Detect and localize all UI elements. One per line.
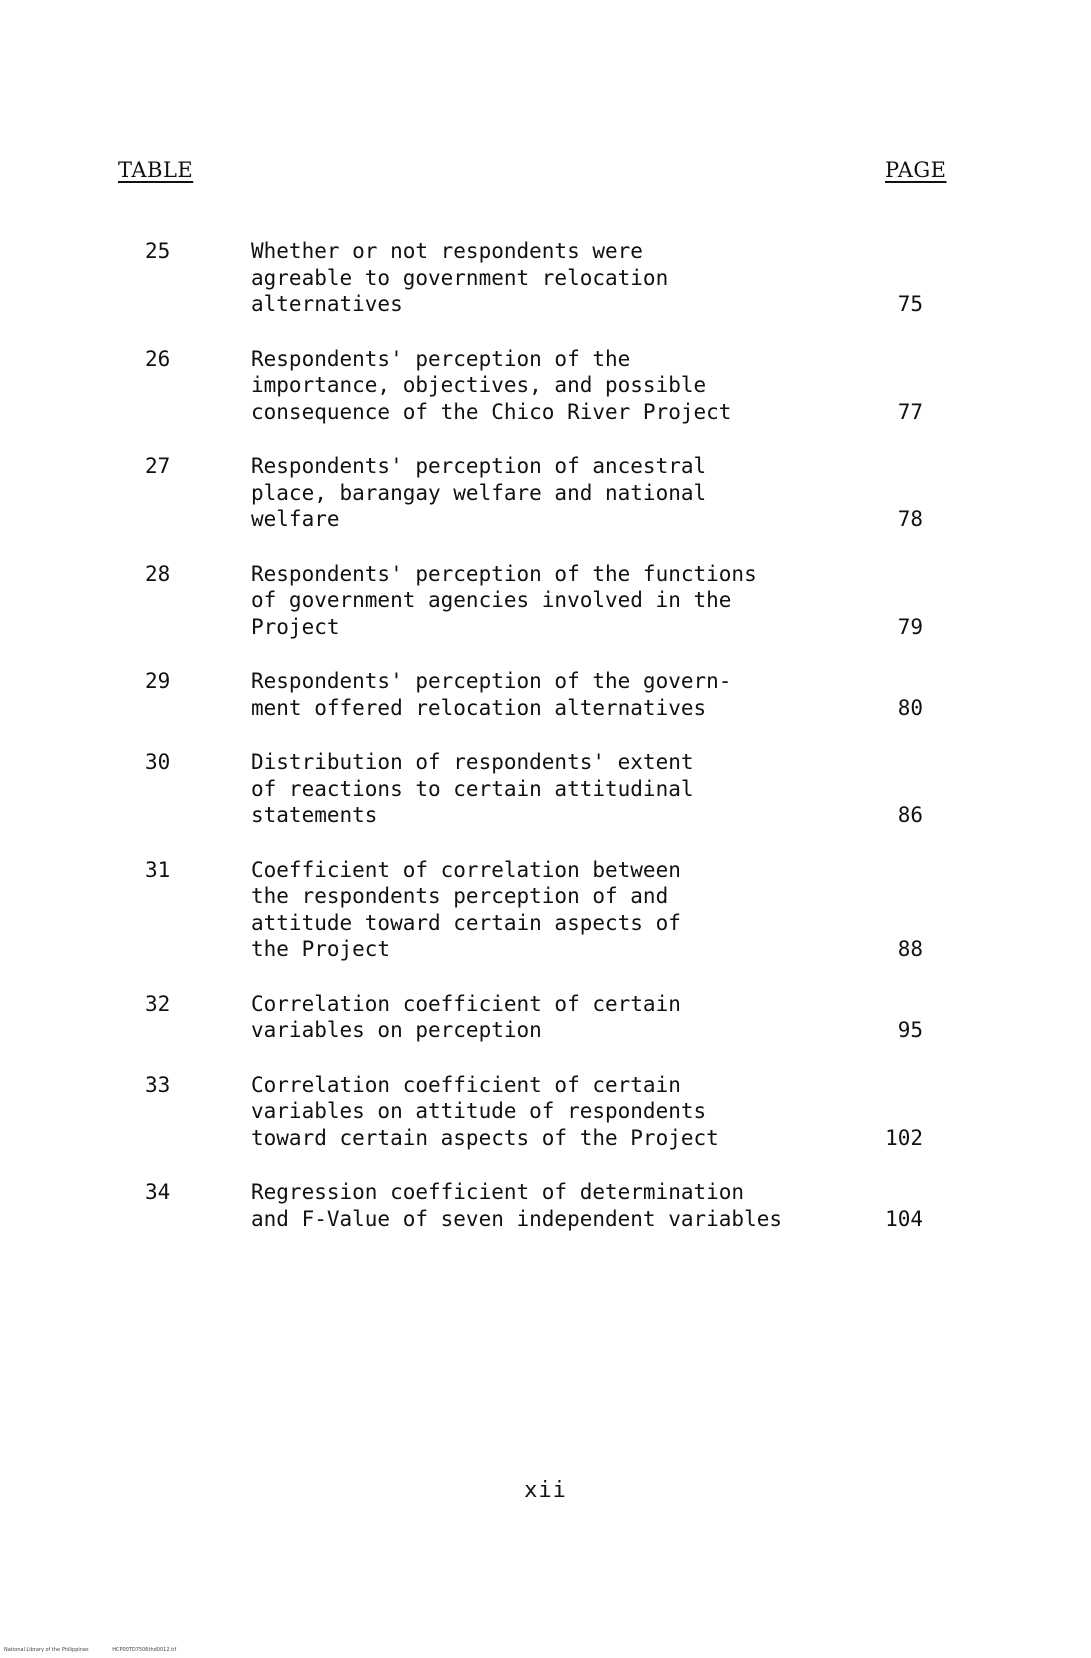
table-page-number: 88 — [897, 937, 923, 961]
table-number: 28 — [145, 561, 171, 586]
table-page-number: 102 — [885, 1125, 923, 1150]
table-title: Correlation coefficient of certain variables on attitude of respondents toward certain aspects of the Project — [251, 1072, 719, 1150]
table-number: 27 — [145, 454, 171, 478]
table-title: Correlation coefficient of certain variables on perception — [251, 991, 681, 1042]
table-column-heading: TABLE — [118, 158, 194, 182]
table-number: 25 — [145, 239, 171, 263]
table-number: 33 — [145, 1072, 171, 1097]
table-entry — [0, 668, 1091, 721]
table-entry — [0, 453, 1091, 533]
table-entry — [0, 1179, 1091, 1232]
table-page-number: 78 — [897, 507, 923, 531]
table-entry — [0, 857, 1091, 963]
table-number: 34 — [145, 1180, 171, 1204]
table-page-number: 104 — [885, 1206, 923, 1231]
table-entry — [0, 561, 1091, 641]
table-number: 31 — [145, 857, 171, 882]
table-page-number: 77 — [897, 399, 923, 424]
table-title: Whether or not respondents were agreable to government relocation alternatives — [251, 239, 669, 316]
list-of-tables — [0, 238, 1091, 1232]
table-number: 30 — [145, 750, 171, 774]
table-page-number: 80 — [897, 695, 923, 720]
page-number: xii — [524, 1478, 567, 1503]
table-title: Distribution of respondents' extent of reactions to certain attitudinal statements — [251, 750, 694, 827]
table-title: Regression coefficient of determination and F-Value of seven independent variables — [251, 1180, 783, 1231]
table-page-number: 79 — [897, 614, 923, 639]
table-number: 29 — [145, 669, 171, 693]
table-entry — [0, 346, 1091, 426]
table-page-number: 86 — [897, 803, 923, 827]
page-column-heading: PAGE — [885, 158, 947, 182]
scan-footer — [4, 1647, 176, 1653]
table-entry — [0, 238, 1091, 318]
table-title: Coefficient of correlation between the respondents perception of and attitude toward certain aspects of the Project — [251, 857, 681, 961]
table-entry — [0, 991, 1091, 1044]
table-title: Respondents' perception of the govern- ment offered relocation alternatives — [251, 669, 732, 720]
table-title: Respondents' perception of the functions of government agencies involved in the Project — [251, 561, 757, 639]
scan-filename: HCP00TD7506thd0012.tif — [112, 1647, 177, 1653]
table-title: Respondents' perception of the importance, objectives, and possible consequence of the Chico River Project — [251, 346, 732, 424]
table-entry — [0, 1072, 1091, 1152]
table-page-number: 95 — [897, 1018, 923, 1042]
table-number: 26 — [145, 346, 171, 371]
table-number: 32 — [145, 991, 171, 1016]
table-title: Respondents' perception of ancestral place, barangay welfare and national welfare — [251, 454, 707, 531]
table-page-number: 75 — [897, 292, 923, 316]
library-credit: National Library of the Philippines — [4, 1647, 89, 1653]
table-entry — [0, 749, 1091, 829]
